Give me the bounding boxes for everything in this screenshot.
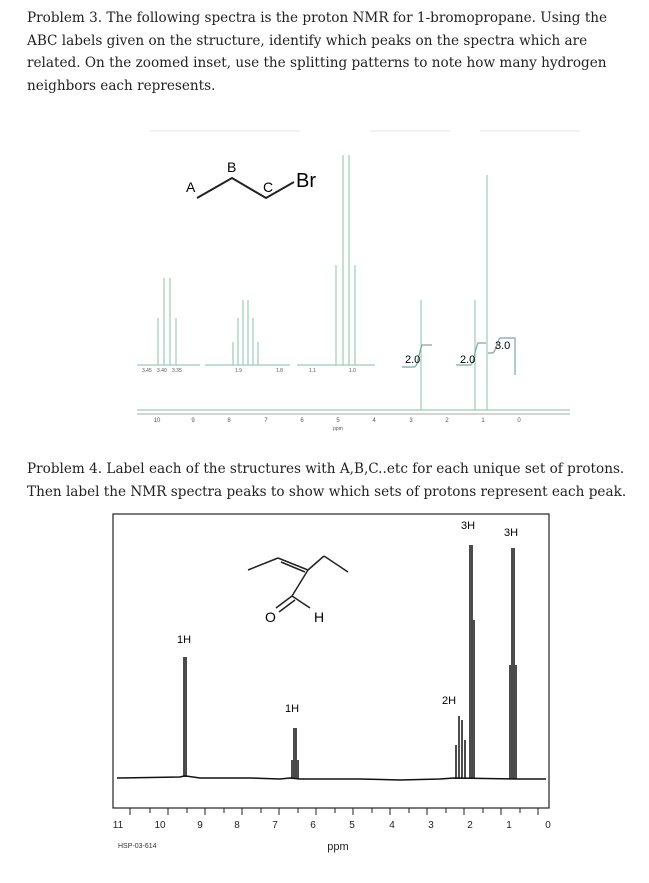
spectrum-4 — [117, 545, 546, 780]
aldehyde-structure — [248, 556, 348, 612]
integration-label: 2.0 — [405, 354, 421, 366]
spectrum-4-axis — [113, 808, 551, 853]
peak-labels — [177, 520, 518, 715]
integration-label: 3.0 — [495, 340, 511, 352]
peak-label: 3H — [461, 520, 476, 532]
label-a: A — [186, 179, 196, 195]
axis-tick-label: 8 — [234, 820, 240, 831]
axis-tick-label: 1 — [481, 418, 485, 424]
axis-tick-label: 10 — [154, 820, 166, 831]
peak-label: 1H — [285, 703, 300, 715]
axis-tick-label: 5 — [336, 418, 340, 424]
spectrum-footer-code: HSP-03-614 — [118, 843, 157, 850]
peak-label: 3H — [504, 527, 519, 539]
axis-tick-label: 0 — [517, 418, 521, 424]
axis-tick-label: 10 — [153, 418, 161, 424]
label-br: Br — [296, 170, 316, 192]
structure-o-label: O — [265, 609, 276, 625]
integration-label: 2.0 — [460, 354, 476, 366]
spectrum-frame — [113, 514, 549, 808]
svg-text:1.8: 1.8 — [276, 368, 283, 374]
structure-h-label: H — [314, 609, 325, 625]
axis-tick-label: 6 — [310, 820, 316, 831]
axis-tick-label: 2 — [445, 418, 449, 424]
label-b: B — [227, 159, 237, 175]
svg-text:1.0: 1.0 — [349, 368, 356, 374]
svg-text:1.1: 1.1 — [309, 368, 316, 374]
label-c: C — [263, 179, 274, 195]
axis-tick-label: 4 — [389, 820, 395, 831]
axis-tick-label: 9 — [197, 820, 203, 831]
svg-text:3.45: 3.45 — [142, 368, 152, 374]
problem-4-text: Problem 4. Label each of the structures with A,B,C..etc for each unique set of protons. Then label the NMR spectra peaks to show which sets of protons represent each peak. — [27, 461, 627, 500]
axis-tick-label: 5 — [349, 820, 355, 831]
axis-tick-label: 3 — [409, 418, 413, 424]
axis-tick-label: 8 — [227, 418, 231, 424]
axis-tick-label: 7 — [272, 820, 278, 831]
axis-tick-label: 0 — [545, 820, 551, 831]
axis-unit-label: ppm — [327, 841, 349, 853]
axis-unit-label: ppm — [333, 426, 343, 432]
peak-label: 1H — [177, 634, 192, 646]
axis-tick-label: 1 — [506, 820, 512, 831]
svg-text:3.35: 3.35 — [172, 368, 182, 374]
axis-tick-label: 2 — [467, 820, 473, 831]
axis-tick-label: 7 — [264, 418, 268, 424]
problem-3-text: Problem 3. The following spectra is the proton NMR for 1-bromopropane. Using the ABC labels given on the structure, identify which peaks on the spectra which are related. On the zoomed inset, use the splitting patterns to note how many hydrogen neighbors each represents. — [27, 10, 608, 94]
axis-tick-label: 11 — [112, 820, 124, 831]
svg-text:1.9: 1.9 — [235, 368, 242, 374]
peak-label: 2H — [442, 695, 457, 707]
svg-text:3.40: 3.40 — [157, 368, 167, 374]
axis-tick-label: 3 — [428, 820, 434, 831]
axis-tick-label: 4 — [372, 418, 376, 424]
axis-tick-label: 9 — [191, 418, 195, 424]
axis-tick-label: 6 — [300, 418, 304, 424]
